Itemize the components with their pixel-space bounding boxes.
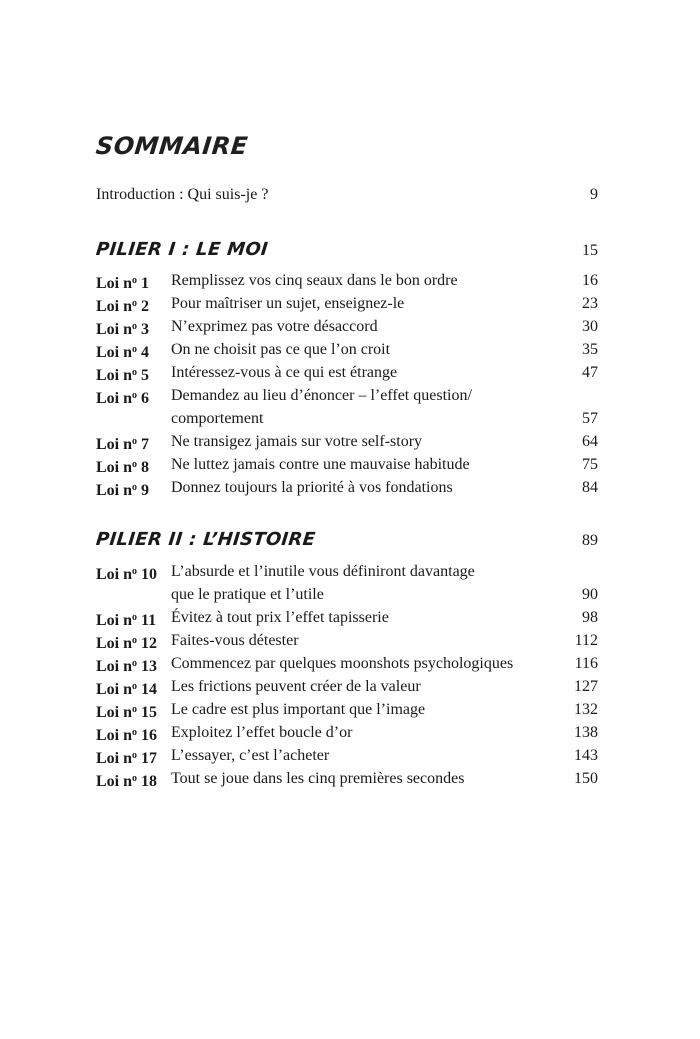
law-title-continued: que le pratique et l’utile bbox=[171, 586, 324, 603]
law-prefix-sup: o bbox=[132, 612, 138, 623]
introduction-page: 9 bbox=[590, 186, 598, 203]
law-prefix-sup: o bbox=[132, 658, 138, 669]
law-prefix: Loi n bbox=[96, 275, 133, 292]
toc-entry-law[interactable] bbox=[96, 453, 598, 476]
law-title: Faites-vous détester bbox=[171, 632, 299, 649]
law-number bbox=[96, 560, 157, 586]
law-page: 23 bbox=[582, 295, 598, 312]
law-prefix-sup: o bbox=[132, 566, 138, 577]
law-num: 1 bbox=[141, 275, 150, 292]
law-num: 6 bbox=[141, 390, 150, 407]
law-title: Remplissez vos cinq seaux dans le bon ordre bbox=[171, 272, 458, 289]
part-page: 89 bbox=[582, 532, 598, 549]
part-2-laws bbox=[96, 560, 598, 790]
law-page: 30 bbox=[582, 318, 598, 335]
law-num: 9 bbox=[141, 482, 150, 499]
law-page: 138 bbox=[574, 724, 598, 741]
toc-entry-law[interactable] bbox=[96, 744, 598, 767]
law-num: 7 bbox=[141, 436, 150, 453]
toc-entry-law[interactable] bbox=[96, 384, 598, 430]
law-title: Ne transigez jamais sur votre self-story bbox=[171, 433, 423, 450]
law-prefix: Loi n bbox=[96, 367, 133, 384]
law-num: 12 bbox=[141, 635, 158, 652]
law-prefix-sup: o bbox=[132, 482, 138, 493]
law-title: On ne choisit pas ce que l’on croit bbox=[171, 341, 391, 358]
part-heading-2[interactable] bbox=[96, 527, 598, 555]
law-number bbox=[96, 384, 149, 410]
law-prefix: Loi n bbox=[96, 298, 133, 315]
toc-entry-law[interactable] bbox=[96, 721, 598, 744]
law-prefix: Loi n bbox=[96, 566, 133, 583]
law-num: 2 bbox=[141, 298, 150, 315]
law-prefix-sup: o bbox=[132, 321, 138, 332]
toc-entry-law[interactable] bbox=[96, 606, 598, 629]
law-page: 75 bbox=[582, 456, 598, 473]
part-page: 15 bbox=[582, 242, 598, 259]
law-prefix-sup: o bbox=[132, 344, 138, 355]
law-prefix: Loi n bbox=[96, 704, 133, 721]
law-prefix: Loi n bbox=[96, 344, 133, 361]
law-page: 47 bbox=[582, 364, 598, 381]
law-page: 112 bbox=[574, 632, 598, 649]
law-page: 16 bbox=[582, 272, 598, 289]
law-prefix: Loi n bbox=[96, 635, 133, 652]
law-title: Ne luttez jamais contre une mauvaise habitude bbox=[171, 456, 470, 473]
law-prefix-sup: o bbox=[132, 704, 138, 715]
toc-entry-law[interactable] bbox=[96, 269, 598, 292]
law-prefix: Loi n bbox=[96, 612, 133, 629]
law-prefix-sup: o bbox=[132, 635, 138, 646]
law-page: 64 bbox=[582, 433, 598, 450]
part-title: PILIER II : L’HISTOIRE bbox=[94, 529, 317, 550]
law-num: 3 bbox=[141, 321, 150, 338]
toc-entry-law[interactable] bbox=[96, 338, 598, 361]
law-title: Pour maîtriser un sujet, enseignez-le bbox=[171, 295, 405, 312]
law-prefix: Loi n bbox=[96, 773, 133, 790]
law-prefix: Loi n bbox=[96, 459, 133, 476]
law-prefix: Loi n bbox=[96, 681, 133, 698]
part-heading-1[interactable] bbox=[96, 237, 598, 265]
law-title: Donnez toujours la priorité à vos fondations bbox=[171, 479, 453, 496]
law-prefix: Loi n bbox=[96, 436, 133, 453]
law-prefix-sup: o bbox=[132, 681, 138, 692]
law-title: N’exprimez pas votre désaccord bbox=[171, 318, 378, 335]
law-prefix: Loi n bbox=[96, 658, 133, 675]
part-1-laws bbox=[96, 269, 598, 499]
law-prefix: Loi n bbox=[96, 321, 133, 338]
toc-entry-law[interactable] bbox=[96, 698, 598, 721]
law-num: 8 bbox=[141, 459, 150, 476]
law-page: 35 bbox=[582, 341, 598, 358]
law-title: Évitez à tout prix l’effet tapisserie bbox=[171, 609, 389, 626]
law-num: 5 bbox=[141, 367, 150, 384]
law-prefix-sup: o bbox=[132, 459, 138, 470]
law-prefix-sup: o bbox=[132, 436, 138, 447]
toc-entry-law[interactable] bbox=[96, 560, 598, 606]
toc-entry-introduction[interactable] bbox=[96, 184, 598, 206]
toc-entry-law[interactable] bbox=[96, 652, 598, 675]
law-title: Intéressez-vous à ce qui est étrange bbox=[171, 364, 398, 381]
law-title: Le cadre est plus important que l’image bbox=[171, 701, 426, 718]
law-page: 98 bbox=[582, 609, 598, 626]
law-title: Les frictions peuvent créer de la valeur bbox=[171, 678, 421, 695]
law-page: 90 bbox=[582, 586, 598, 603]
page-title: SOMMAIRE bbox=[94, 132, 250, 160]
law-title: Demandez au lieu d’énoncer – l’effet question/ bbox=[171, 387, 472, 404]
law-prefix-sup: o bbox=[132, 773, 138, 784]
law-num: 4 bbox=[141, 344, 150, 361]
law-title: Tout se joue dans les cinq premières secondes bbox=[171, 770, 465, 787]
toc-entry-law[interactable] bbox=[96, 315, 598, 338]
law-number bbox=[96, 767, 157, 793]
introduction-label: Introduction : Qui suis-je ? bbox=[96, 186, 269, 203]
law-num: 15 bbox=[141, 704, 158, 721]
part-title: PILIER I : LE MOI bbox=[94, 239, 270, 260]
law-title: L’essayer, c’est l’acheter bbox=[171, 747, 330, 764]
law-title: Commencez par quelques moonshots psychologiques bbox=[171, 655, 514, 672]
law-prefix: Loi n bbox=[96, 390, 133, 407]
law-page: 57 bbox=[582, 410, 598, 427]
law-prefix: Loi n bbox=[96, 750, 133, 767]
law-title: L’absurde et l’inutile vous définiront davantage bbox=[171, 563, 475, 580]
law-number bbox=[96, 476, 149, 502]
law-prefix-sup: o bbox=[132, 750, 138, 761]
law-page: 127 bbox=[574, 678, 598, 695]
law-num: 17 bbox=[141, 750, 158, 767]
law-page: 143 bbox=[574, 747, 598, 764]
law-page: 132 bbox=[574, 701, 598, 718]
law-prefix-sup: o bbox=[132, 298, 138, 309]
law-prefix-sup: o bbox=[132, 727, 138, 738]
toc-entry-law[interactable] bbox=[96, 675, 598, 698]
law-page: 150 bbox=[574, 770, 598, 787]
toc-entry-law[interactable] bbox=[96, 430, 598, 453]
law-num: 18 bbox=[141, 773, 158, 790]
law-page: 116 bbox=[574, 655, 598, 672]
toc-entry-law[interactable] bbox=[96, 361, 598, 384]
law-title-continued: comportement bbox=[171, 410, 264, 427]
law-num: 10 bbox=[141, 566, 158, 583]
law-num: 13 bbox=[141, 658, 158, 675]
toc-entry-law[interactable] bbox=[96, 767, 598, 790]
toc-entry-law[interactable] bbox=[96, 629, 598, 652]
law-prefix: Loi n bbox=[96, 727, 133, 744]
law-title: Exploitez l’effet boucle d’or bbox=[171, 724, 353, 741]
law-page: 84 bbox=[582, 479, 598, 496]
law-num: 14 bbox=[141, 681, 158, 698]
law-prefix: Loi n bbox=[96, 482, 133, 499]
law-prefix-sup: o bbox=[132, 275, 138, 286]
law-num: 16 bbox=[141, 727, 158, 744]
toc-entry-law[interactable] bbox=[96, 292, 598, 315]
toc-entry-law[interactable] bbox=[96, 476, 598, 499]
law-prefix-sup: o bbox=[132, 390, 138, 401]
law-prefix-sup: o bbox=[132, 367, 138, 378]
law-num: 11 bbox=[141, 612, 157, 629]
